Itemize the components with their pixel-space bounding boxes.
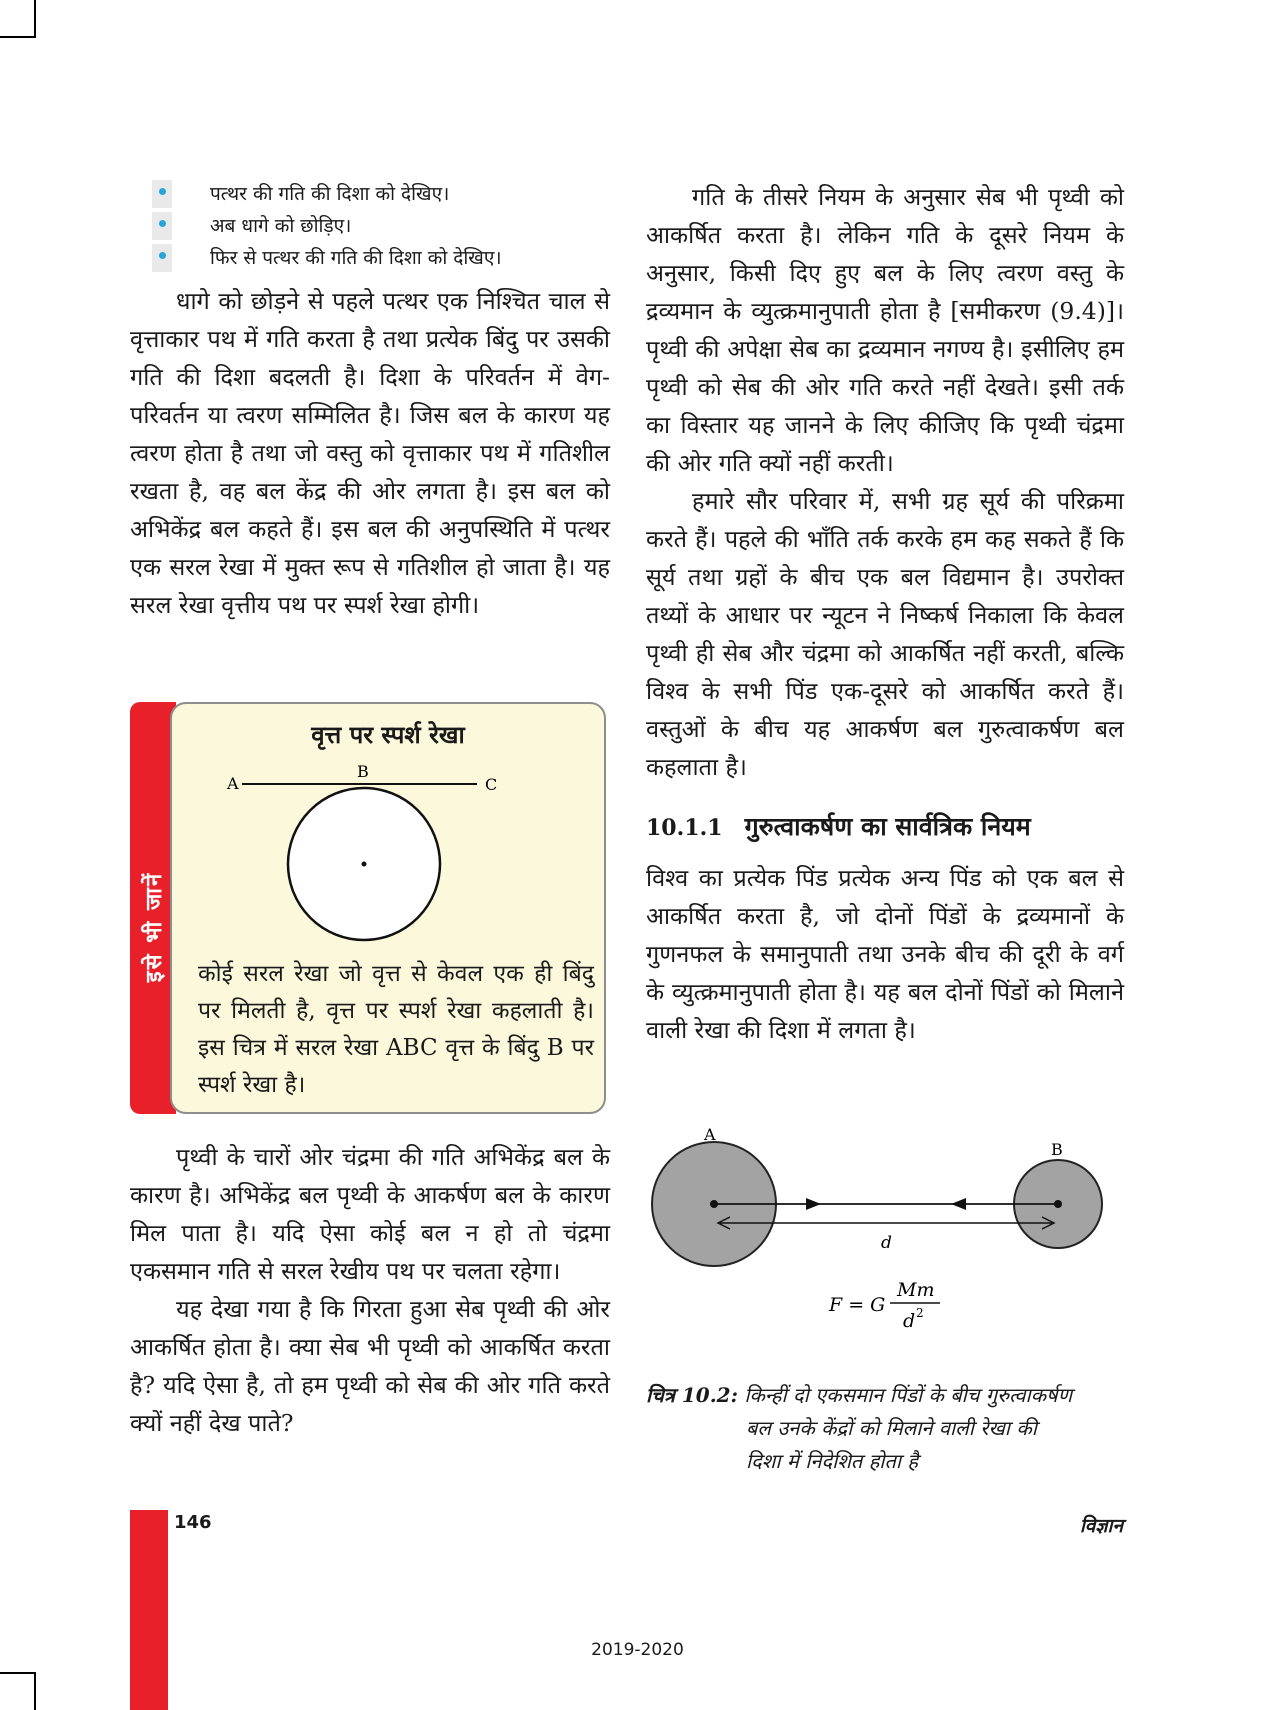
activity-bullet-list [130,178,610,274]
figure-label-b: B [1051,1140,1063,1159]
left-column [130,178,610,624]
body-paragraph: गति के तीसरे नियम के अनुसार सेब भी पृथ्वी को आकर्षित करता है। लेकिन गति के दूसरे नियम के अनुसार, किसी दिए हुए बल के लिए त्वरण वस्तु के द्रव्यमान के व्युत्क्रमानुपाती होता है [समीकरण (9.4)]। पृथ्वी की अपेक्षा सेब का द्रव्यमान नगण्य है। इसीलिए हम पृथ्वी को सेब की ओर गति करते नहीं देखते। इसी तर्क का विस्तार यह जानने के लिए कीजिए कि पृथ्वी चंद्रमा की ओर गति क्यों नहीं करती। [646,183,1124,477]
formula-denominator: d [903,1310,916,1328]
running-head: विज्ञान [1079,1515,1123,1537]
bullet-dot-icon [159,220,166,227]
box-panel [170,702,606,1114]
arrow-left-icon [951,1198,966,1210]
distance-label: d [881,1233,892,1253]
body-paragraph: हमारे सौर परिवार में, सभी ग्रह सूर्य की परिक्रमा करते हैं। पहले की भाँति तर्क करके हम कह सकते हैं कि सूर्य तथा ग्रहों के बीच एक बल विद्यमान है। उपरोक्त तथ्यों के आधार पर न्यूटन ने निष्कर्ष निकाला कि केवल पृथ्वी ही सेब और चंद्रमा को आकर्षित नहीं करती, बल्कि विश्व के सभी पिंड एक-दूसरे को आकर्षित करते हैं। वस्तुओं के बीच यह आकर्षण बल गुरुत्वाकर्षण बल कहलाता है। [646,487,1124,781]
section-number: 10.1.1 [646,815,723,841]
left-column-lower [130,1138,610,1442]
figure-label-a: A [704,1125,716,1144]
bullet-dot-icon [159,188,166,195]
section-title: गुरुत्वाकर्षण का सार्वत्रिक नियम [744,812,1031,841]
right-column [646,178,1124,1049]
figure-caption [646,1379,1126,1478]
label-b: B [357,762,369,781]
crop-mark-top-horizontal [0,36,36,38]
law-paragraph: विश्व का प्रत्येक पिंड प्रत्येक अन्य पिंड को एक बल से आकर्षित करता है, जो दोनों पिंडों के द्रव्यमानों के गुणनफल के समानुपाती तथा उनके बीच की दूरी के वर्ग के व्युत्क्रमानुपाती होता है। यह बल दोनों पिंडों को मिलाने वाली रेखा की दिशा में लगता है। [646,864,1124,1044]
section-heading [646,808,1124,847]
page-number: 146 [174,1512,212,1533]
label-c: C [485,775,498,794]
box-text: कोई सरल रेखा जो वृत्त से केवल एक ही बिंदु पर मिलती है, वृत्त पर स्पर्श रेखा कहलाती है। इस चित्र में सरल रेखा ABC वृत्त के बिंदु B पर स्पर्श रेखा है। [198,961,594,1098]
bullet-item: पत्थर की गति की दिशा को देखिए। [130,178,610,210]
caption-line-1: किन्हीं दो एकसमान पिंडों के बीच गुरुत्वाकर्षण [744,1383,1073,1407]
body-paragraph: धागे को छोड़ने से पहले पत्थर एक निश्चित चाल से वृत्ताकार पथ में गति करता है तथा प्रत्येक बिंदु पर उसकी गति की दिशा बदलती है। दिशा के परिवर्तन में वेग-परिवर्तन या त्वरण सम्मिलित है। जिस बल के कारण यह त्वरण होता है तथा जो वस्तु को वृत्ताकार पथ में गतिशील रखता है, वह बल केंद्र की ओर लगता है। इस बल को अभिकेंद्र बल कहते हैं। इस बल की अनुपस्थिति में पत्थर एक सरल रेखा में मुक्त रूप से गतिशील हो जाता है। यह सरल रेखा वृत्तीय पथ पर स्पर्श रेखा होगी। [130,287,610,619]
footer-red-bar [130,1510,168,1710]
box-tab-label: इसे भी जानें [141,871,167,983]
gravitation-figure [646,1118,1124,1328]
body-paragraph: यह देखा गया है कि गिरता हुआ सेब पृथ्वी की ओर आकर्षित होता है। क्या सेब भी पृथ्वी को आकर्षित करता है? यदि ऐसा है, तो हम पृथ्वी को सेब की ओर गति करते क्यों नहीं देख पाते? [130,1295,610,1437]
formula-exponent: 2 [916,1306,924,1320]
know-more-box [130,702,606,1114]
caption-line-3: दिशा में निदेशित होता है [746,1449,919,1473]
body-paragraph: पृथ्वी के चारों ओर चंद्रमा की गति अभिकेंद्र बल के कारण है। अभिकेंद्र बल पृथ्वी के आकर्षण बल के कारण मिल पाता है। यदि ऐसा कोई बल न हो तो चंद्रमा एकसमान गति से सरल रेखीय पथ पर चलता रहेगा। [130,1143,610,1285]
crop-mark-bottom-horizontal [0,1672,36,1674]
arrow-right-icon [806,1198,821,1210]
label-a: A [227,774,239,793]
bullet-item: फिर से पत्थर की गति की दिशा को देखिए। [130,242,610,274]
bullet-item: अब धागे को छोड़िए। [130,210,610,242]
circle-center-dot [362,862,367,867]
formula-lhs: F = G [829,1294,886,1316]
formula-numerator: Mm [897,1279,935,1301]
tangent-diagram [172,704,604,964]
bullet-dot-icon [159,252,166,259]
caption-label: चित्र 10.2: [646,1383,738,1407]
crop-mark-top-vertical [34,0,36,38]
caption-line-2: बल उनके केंद्रों को मिलाने वाली रेखा की [746,1416,1037,1440]
crop-mark-bottom-vertical [34,1672,36,1710]
box-title: वृत्त पर स्पर्श रेखा [311,720,465,749]
edition-year: 2019-2020 [591,1640,684,1660]
